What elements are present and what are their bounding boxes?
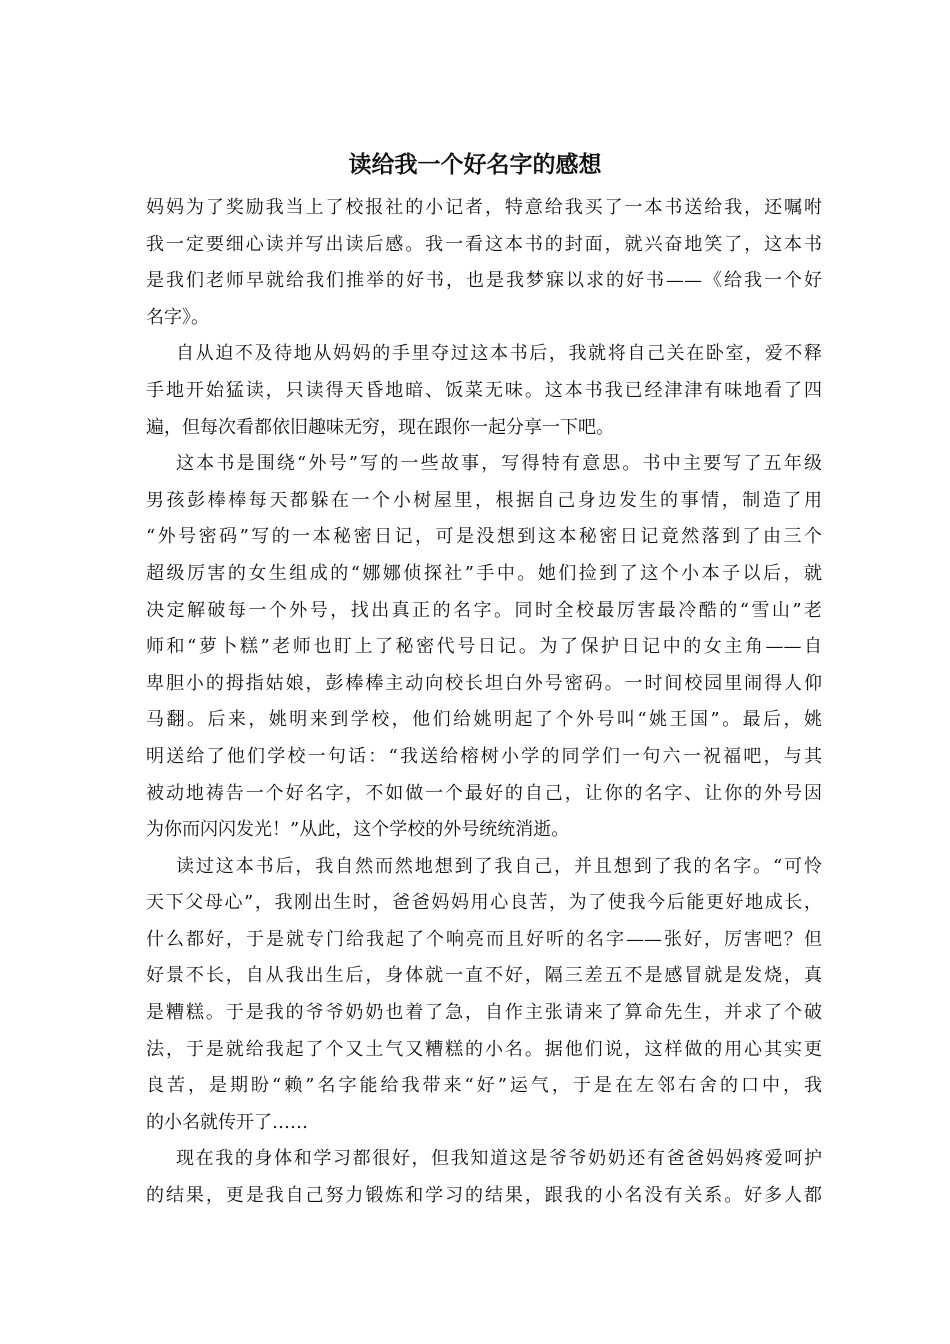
text-line: 师和“萝卜糕”老师也盯上了秘密代号日记。为了保护日记中的女主角——自 <box>146 636 822 658</box>
text-line: 法，于是就给我起了个又土气又糟糕的小名。据他们说，这样做的用心其实更 <box>146 1038 822 1060</box>
text-line: 手地开始猛读，只读得天昏地暗、饭菜无味。这本书我已经津津有味地看了四 <box>146 379 822 401</box>
text-line: 我一定要细心读并写出读后感。我一看这本书的封面，就兴奋地笑了，这本书 <box>146 233 822 255</box>
text-line: 决定解破每一个外号，找出真正的名字。同时全校最厉害最冷酷的“雪山”老 <box>146 599 822 621</box>
text-line: 的小名就传开了…… <box>146 1111 308 1133</box>
paragraph <box>146 336 822 446</box>
text-line: 什么都好，于是就专门给我起了个响亮而且好听的名字——张好，厉害吧？但 <box>146 928 822 950</box>
text-line: 名字》。 <box>146 306 209 328</box>
text-line: 男孩彭棒棒每天都躲在一个小树屋里，根据自己身边发生的事情，制造了用 <box>146 489 822 511</box>
text-line: 卑胆小的拇指姑娘，彭棒棒主动向校长坦白外号密码。一时间校园里闹得人仰 <box>146 672 822 694</box>
text-line: 天下父母心”，我刚出生时，爸爸妈妈用心良苦，为了使我今后能更好地成长， <box>146 892 822 914</box>
paragraph <box>146 849 822 1142</box>
text-line: 明送给了他们学校一句话：“我送给榕树小学的同学们一句六一祝福吧，与其 <box>146 745 822 767</box>
text-line: 被动地祷告一个好名字，不如做一个最好的自己，让你的名字、让你的外号因 <box>146 782 822 804</box>
text-line: 是我们老师早就给我们推举的好书，也是我梦寐以求的好书——《给我一个好 <box>146 270 822 292</box>
text-line: 超级厉害的女生组成的“娜娜侦探社”手中。她们捡到了这个小本子以后，就 <box>146 562 822 584</box>
text-line: 读过这本书后，我自然而然地想到了我自己，并且想到了我的名字。“可怜 <box>176 855 822 877</box>
text-line: 妈妈为了奖励我当上了校报社的小记者，特意给我买了一本书送给我，还嘱咐 <box>146 197 822 218</box>
text-line: “外号密码”写的一本秘密日记，可是没想到这本秘密日记竟然落到了由三个 <box>146 526 822 548</box>
text-line: 现在我的身体和学习都很好，但我知道这是爷爷奶奶还有爸爸妈妈疼爱呵护 <box>176 1148 822 1170</box>
text-line: 好景不长，自从我出生后，身体就一直不好，隔三差五不是感冒就是发烧，真 <box>146 965 822 987</box>
text-line: 遍，但每次看都依旧趣味无穷，现在跟你一起分享一下吧。 <box>146 416 614 438</box>
text-line: 是糟糕。于是我的爷爷奶奶也着了急，自作主张请来了算命先生，并求了个破 <box>146 1002 822 1024</box>
document-title: 读给我一个好名字的感想 <box>348 151 602 178</box>
document-body <box>146 190 822 1215</box>
text-line: 良苦，是期盼“赖”名字能给我带来“好”运气，于是在左邻右舍的口中，我 <box>146 1075 822 1097</box>
text-line: 为你而闪闪发光！”从此，这个学校的外号统统消逝。 <box>146 819 570 841</box>
text-line: 自从迫不及待地从妈妈的手里夺过这本书后，我就将自己关在卧室，爱不释 <box>176 343 822 365</box>
text-line: 这本书是围绕“外号”写的一些故事，写得特有意思。书中主要写了五年级 <box>176 453 822 475</box>
paragraph <box>146 1141 822 1214</box>
text-line: 马翻。后来，姚明来到学校，他们给姚明起了个外号叫“姚王国”。最后，姚 <box>146 709 822 731</box>
text-line: 的结果，更是我自己努力锻炼和学习的结果，跟我的小名没有关系。好多人都 <box>146 1185 822 1207</box>
paragraph <box>146 446 822 849</box>
paragraph <box>146 190 822 336</box>
